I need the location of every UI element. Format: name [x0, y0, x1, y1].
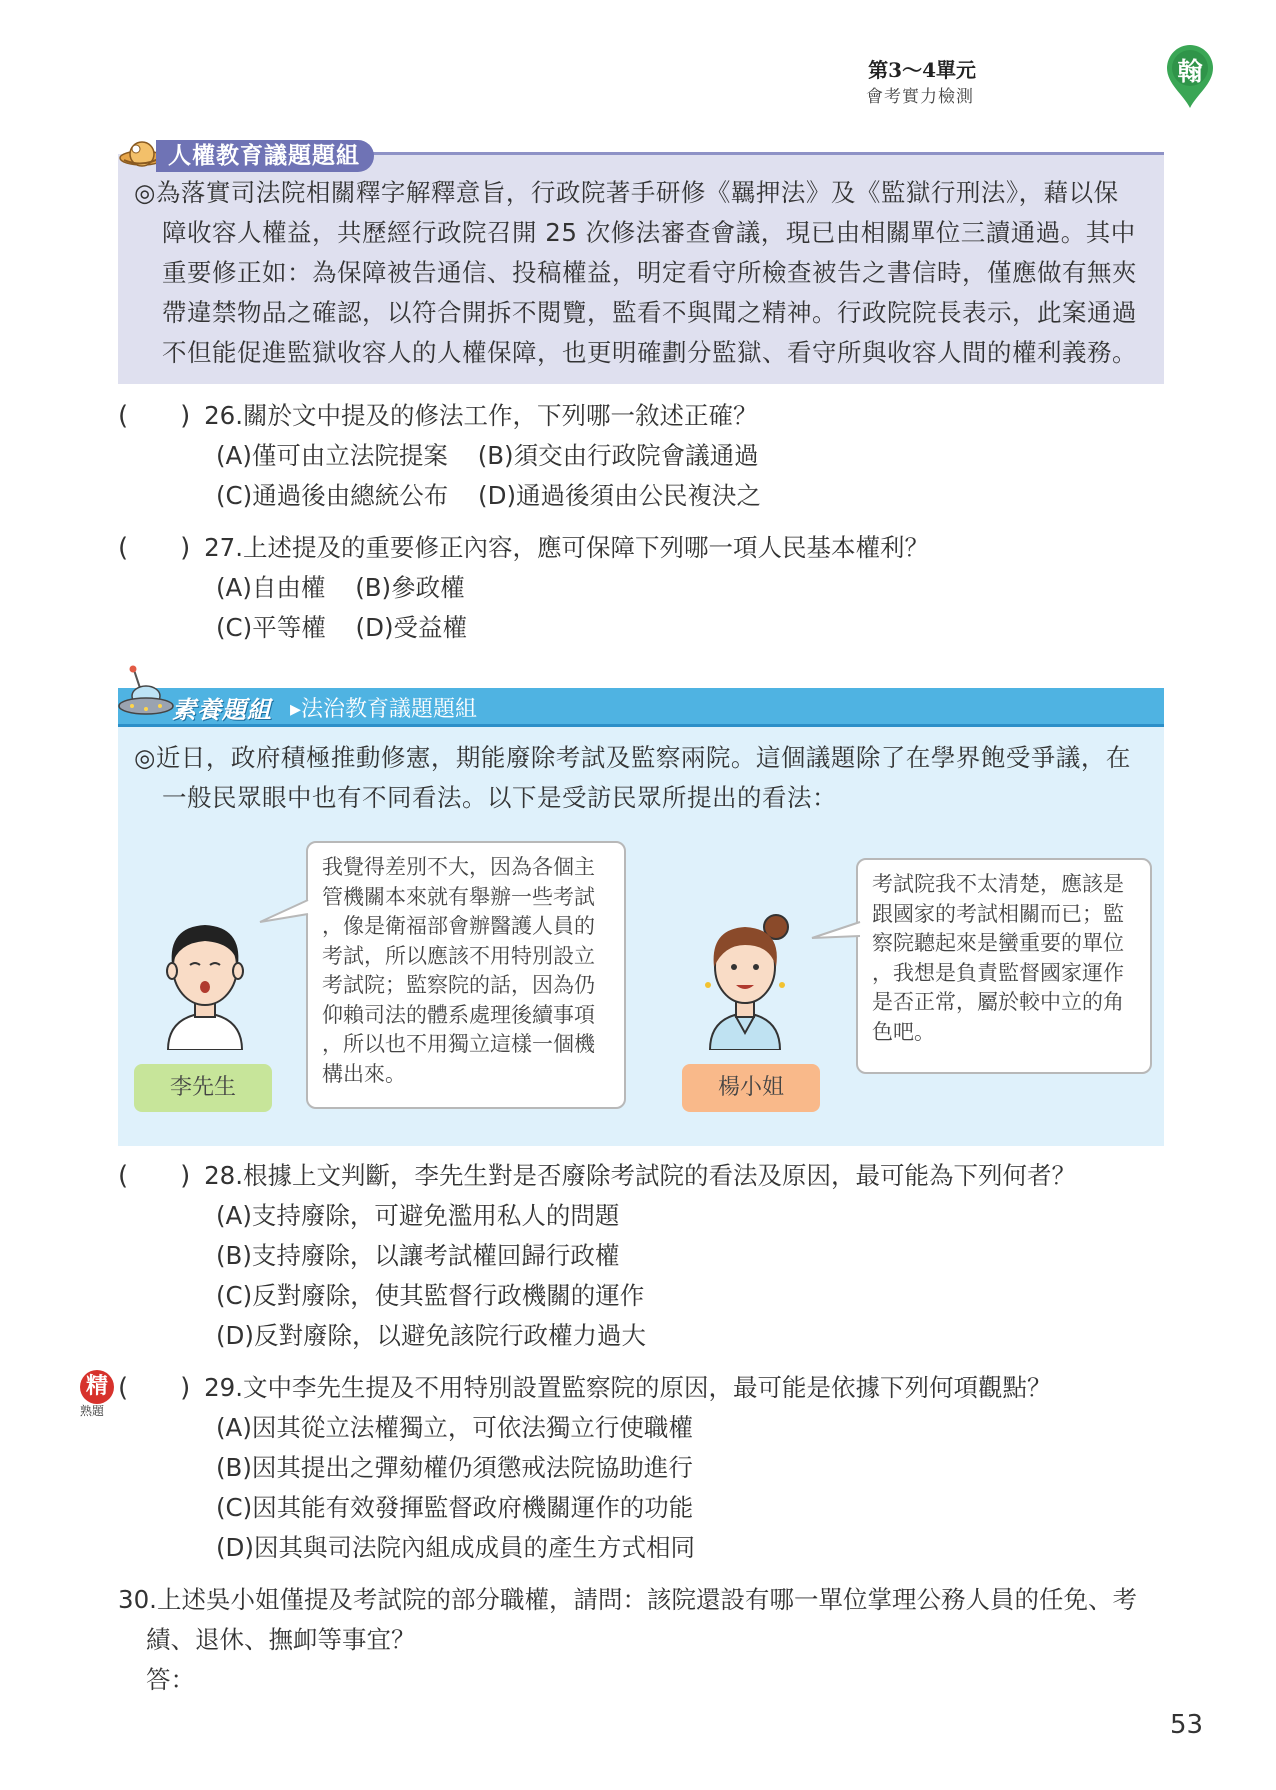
- bubble-line: 管機關本來就有舉辦一些考試: [322, 884, 595, 909]
- question-stem: 27.上述提及的重要修正內容，應可保障下列哪一項人民基本權利？: [204, 533, 930, 562]
- option-c: (C)通過後由總統公布: [216, 481, 449, 510]
- option-row: [216, 476, 761, 516]
- publisher-badge: [1165, 44, 1215, 110]
- option-b: (B)參政權: [355, 573, 465, 602]
- passage-line: ◎近日，政府積極推動修憲，期能廢除考試及監察兩院。這個議題除了在學界飽受爭議，在: [134, 743, 1131, 772]
- option-c: (C)因其能有效發揮監督政府機關運作的功能: [216, 1493, 694, 1522]
- passage-line: ◎為落實司法院相關釋字解釋意旨，行政院著手研修《羈押法》及《監獄行刑法》，藉以保: [134, 178, 1119, 207]
- option-d: (D)反對廢除，以避免該院行政權力過大: [216, 1321, 646, 1350]
- question-28: [118, 1156, 1076, 1196]
- mark-sub: 熟題: [80, 1404, 105, 1418]
- section1-title: 人權教育議題題組: [156, 140, 374, 172]
- mark-main: 精: [80, 1370, 114, 1404]
- option-c: (C)反對廢除，使其監督行政機關的運作: [216, 1281, 645, 1310]
- question-27: [118, 528, 929, 568]
- name-tag-li: 李先生: [134, 1064, 272, 1112]
- bubble-tail: [258, 898, 310, 928]
- answer-blank[interactable]: ( ): [118, 1373, 191, 1403]
- unit-title: 第3～4單元: [868, 58, 976, 82]
- question-26: [118, 396, 758, 436]
- option-b: (B)須交由行政院會議通過: [477, 441, 759, 470]
- question-30-cont: 績、退休、撫卹等事宜？: [146, 1625, 416, 1654]
- bubble-line: 察院聽起來是蠻重要的單位: [872, 931, 1124, 955]
- answer-blank[interactable]: ( ): [118, 1161, 191, 1191]
- option-b: (B)支持廢除，以讓考試權回歸行政權: [216, 1241, 620, 1270]
- question-stem: 26.關於文中提及的修法工作，下列哪一敘述正確？: [204, 401, 758, 430]
- section2-passage: [134, 738, 1154, 818]
- ufo-icon: [118, 664, 178, 726]
- bubble-line: ，所以也不用獨立這樣一個機: [322, 1032, 595, 1056]
- option-a: (A)因其從立法權獨立，可依法獨立行使職權: [216, 1413, 693, 1442]
- option-row: [216, 568, 465, 608]
- option-a: (A)自由權: [216, 573, 326, 602]
- option-row: [216, 436, 759, 476]
- answer-blank[interactable]: ( ): [118, 401, 191, 431]
- passage-line: 不但能促進監獄收容人的人權保障，也更明確劃分監獄、看守所與收容人間的權利義務。: [162, 338, 1137, 367]
- question-stem: 29.文中李先生提及不用特別設置監察院的原因，最可能是依據下列何項觀點？: [204, 1373, 1052, 1402]
- option-d: (D)通過後須由公民複決之: [478, 481, 762, 510]
- bubble-tail: [810, 920, 862, 950]
- section1-passage: [134, 173, 1154, 373]
- passage-line: 障收容人權益，共歷經行政院召開 25 次修法審查會議，現已由相關單位三讀通過。其中: [162, 218, 1136, 247]
- passage-line: 一般民眾眼中也有不同看法。以下是受訪民眾所提出的看法：: [162, 783, 837, 812]
- question-30: 30.上述吳小姐僅提及考試院的部分職權，請問：該院還設有哪一單位掌理公務人員的任免、考: [118, 1585, 1137, 1614]
- bubble-line: 仰賴司法的體系處理後續事項: [322, 1002, 595, 1027]
- section2-title: ▸法治教育議題題組: [290, 697, 478, 722]
- option-a: (A)僅可由立法院提案: [216, 441, 448, 470]
- name-tag-yang: 楊小姐: [682, 1064, 820, 1112]
- unit-subtitle: 會考實力檢測: [866, 87, 974, 107]
- section2-rule: [118, 724, 1164, 727]
- badge-text: 翰: [1177, 57, 1203, 86]
- bubble-line: 構出來。: [322, 1061, 406, 1086]
- bubble-line: 跟國家的考試相關而已；監: [872, 901, 1124, 926]
- bubble-line: 考試院我不太清楚，應該是: [872, 872, 1124, 896]
- option-b: (B)因其提出之彈劾權仍須懲戒法院協助進行: [216, 1453, 693, 1482]
- question-stem: 28.根據上文判斷，李先生對是否廢除考試院的看法及原因，最可能為下列何者？: [204, 1161, 1077, 1190]
- option-d: (D)受益權: [355, 613, 468, 642]
- speech-bubble-yang: [856, 858, 1152, 1074]
- page-number: 53: [1170, 1710, 1204, 1740]
- passage-line: 重要修正如：為保障被告通信、投稿權益，明定看守所檢查被告之書信時，僅應做有無夾: [162, 258, 1137, 287]
- option-d: (D)因其與司法院內組成成員的產生方式相同: [216, 1533, 695, 1562]
- passage-line: 帶違禁物品之確認，以符合開拆不閱覽，監看不與聞之精神。行政院院長表示，此案通過: [162, 298, 1137, 327]
- man-avatar-illustration: [150, 905, 260, 1050]
- bubble-line: ，我想是負責監督國家運作: [872, 960, 1124, 985]
- bubble-line: 考試，所以應該不用特別設立: [322, 943, 595, 968]
- section2-label: 素養題組: [172, 696, 272, 724]
- woman-avatar-illustration: [690, 905, 800, 1050]
- section2-band: [118, 688, 1164, 724]
- section1-rule: [358, 152, 1164, 155]
- practice-mark: [80, 1370, 122, 1422]
- answer-label[interactable]: 答：: [146, 1665, 195, 1694]
- bubble-line: 考試院；監察院的話，因為仍: [322, 973, 595, 997]
- bubble-line: ，像是衛福部會辦醫護人員的: [322, 914, 595, 938]
- bubble-line: 是否正常，屬於較中立的角: [872, 990, 1124, 1014]
- bubble-line: 我覺得差別不大，因為各個主: [322, 855, 595, 879]
- answer-blank[interactable]: ( ): [118, 533, 191, 563]
- option-row: [216, 608, 467, 648]
- bubble-line: 色吧。: [872, 1019, 935, 1044]
- speech-bubble-li: [306, 841, 626, 1109]
- option-c: (C)平等權: [216, 613, 326, 642]
- option-a: (A)支持廢除，可避免濫用私人的問題: [216, 1201, 620, 1230]
- question-29: [118, 1368, 1052, 1408]
